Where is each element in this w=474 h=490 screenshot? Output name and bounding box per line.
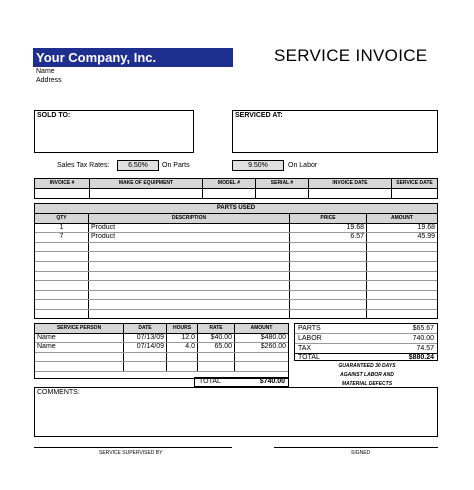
service-person-header: SERVICE PERSON (35, 324, 124, 333)
labor-header-row (35, 324, 288, 333)
equipment-header-row (35, 179, 438, 189)
labor-row-empty[interactable] (35, 352, 288, 362)
parts-tax-rate[interactable]: 6.50% (117, 160, 159, 171)
sold-to-box[interactable] (34, 110, 194, 153)
labor-rate[interactable]: 65.00 (198, 343, 235, 353)
date-header: DATE (124, 324, 167, 333)
parts-row-empty[interactable] (35, 281, 437, 291)
labor-table (34, 323, 289, 379)
part-description[interactable]: Product (89, 233, 290, 243)
name-label: Name (36, 68, 55, 75)
labor-date[interactable]: 07/14/09 (124, 343, 167, 353)
labor-hours[interactable]: 12.0 (167, 333, 198, 343)
part-amount: 19.68 (367, 223, 438, 233)
equipment-table (34, 178, 438, 199)
service-date-header: SERVICE DATE (396, 180, 433, 187)
parts-row[interactable] (35, 233, 437, 243)
signed-label: SIGNED (351, 450, 371, 456)
parts-row-empty[interactable] (35, 242, 437, 252)
comments-box[interactable] (34, 387, 438, 437)
guarantee-line: MATERIAL DEFECTS (341, 381, 393, 387)
parts-row-empty[interactable] (35, 271, 437, 281)
summary-labor-label: LABOR (298, 335, 322, 342)
parts-row-empty[interactable] (35, 261, 437, 271)
labor-row[interactable] (35, 343, 288, 353)
summary-tax-value: 74.57 (416, 345, 434, 352)
model-header: MODEL # (203, 179, 256, 189)
price-header: PRICE (290, 214, 367, 223)
labor-amount: $480.00 (235, 333, 289, 343)
part-price[interactable]: 19.68 (290, 223, 367, 233)
guarantee-line: AGAINST LABOR AND (340, 372, 394, 378)
on-parts-label: On Parts (162, 162, 190, 169)
service-person[interactable]: Name (35, 343, 124, 353)
address-label: Address (36, 77, 62, 84)
summary-tax-label: TAX (298, 345, 312, 352)
summary-parts-label: PARTS (298, 325, 321, 332)
amount-header: AMOUNT (235, 324, 289, 333)
parts-header-row (35, 214, 437, 223)
guarantee-line: GUARANTEED 30 DAYS (338, 363, 396, 369)
parts-row-empty[interactable] (35, 309, 437, 319)
serviced-at-label: SERVICED AT: (235, 112, 283, 119)
summary-box (294, 323, 438, 361)
labor-row-empty[interactable] (35, 362, 288, 372)
summary-tax-row (295, 344, 437, 354)
parts-used-table (34, 203, 438, 319)
comments-label: COMMENTS: (37, 389, 80, 396)
summary-labor-value: 740.00 (412, 335, 434, 342)
labor-total-label: TOTAL (199, 378, 221, 385)
description-header: DESCRIPTION (89, 214, 290, 223)
supervisor-signature-line[interactable] (34, 447, 232, 448)
invoice-number-header: INVOICE # (35, 179, 90, 189)
service-person[interactable]: Name (35, 333, 124, 343)
summary-parts-row (295, 324, 437, 334)
summary-total-row (295, 354, 437, 362)
make-header: MAKE OF EQUIPMENT (90, 179, 203, 189)
labor-row[interactable] (35, 333, 288, 343)
parts-used-title: PARTS USED (35, 204, 437, 214)
amount-header: AMOUNT (367, 214, 438, 223)
equipment-entry-row[interactable] (35, 188, 438, 198)
company-name: Your Company, Inc. (33, 48, 233, 67)
invoice-date-header: INVOICE DATE (309, 179, 392, 189)
parts-row-empty[interactable] (35, 290, 437, 300)
supervised-by-label: SERVICE SUPERVISED BY (99, 450, 163, 456)
hours-header: HOURS (167, 324, 198, 333)
sold-to-label: SOLD TO: (37, 112, 71, 119)
qty-header: QTY (35, 214, 89, 223)
on-labor-label: On Labor (288, 162, 318, 169)
summary-labor-row (295, 334, 437, 344)
rate-header: RATE (198, 324, 235, 333)
parts-grid (35, 214, 437, 319)
part-description[interactable]: Product (89, 223, 290, 233)
part-qty[interactable]: 1 (35, 223, 89, 233)
tax-rates-label: Sales Tax Rates: (57, 162, 110, 169)
part-qty[interactable]: 7 (35, 233, 89, 243)
labor-date[interactable]: 07/13/09 (124, 333, 167, 343)
parts-row-empty[interactable] (35, 252, 437, 262)
part-amount: 45.99 (367, 233, 438, 243)
serviced-at-box[interactable] (232, 110, 438, 153)
labor-total-value: $740.00 (259, 378, 285, 385)
parts-row-empty[interactable] (35, 300, 437, 310)
labor-hours[interactable]: 4.0 (167, 343, 198, 353)
labor-amount: $260.00 (235, 343, 289, 353)
summary-total-label: TOTAL (298, 354, 320, 361)
guarantee-note (310, 362, 424, 389)
signed-signature-line[interactable] (274, 447, 438, 448)
labor-tax-rate[interactable]: 9.50% (232, 160, 284, 171)
invoice-title: SERVICE INVOICE (274, 46, 428, 65)
serial-header: SERIAL # (256, 179, 309, 189)
labor-rate[interactable]: $40.00 (198, 333, 235, 343)
summary-parts-value: $65.67 (412, 325, 434, 332)
summary-total-value: $880.24 (408, 354, 434, 361)
part-price[interactable]: 6.57 (290, 233, 367, 243)
parts-row[interactable] (35, 223, 437, 233)
labor-total-row (194, 377, 289, 387)
